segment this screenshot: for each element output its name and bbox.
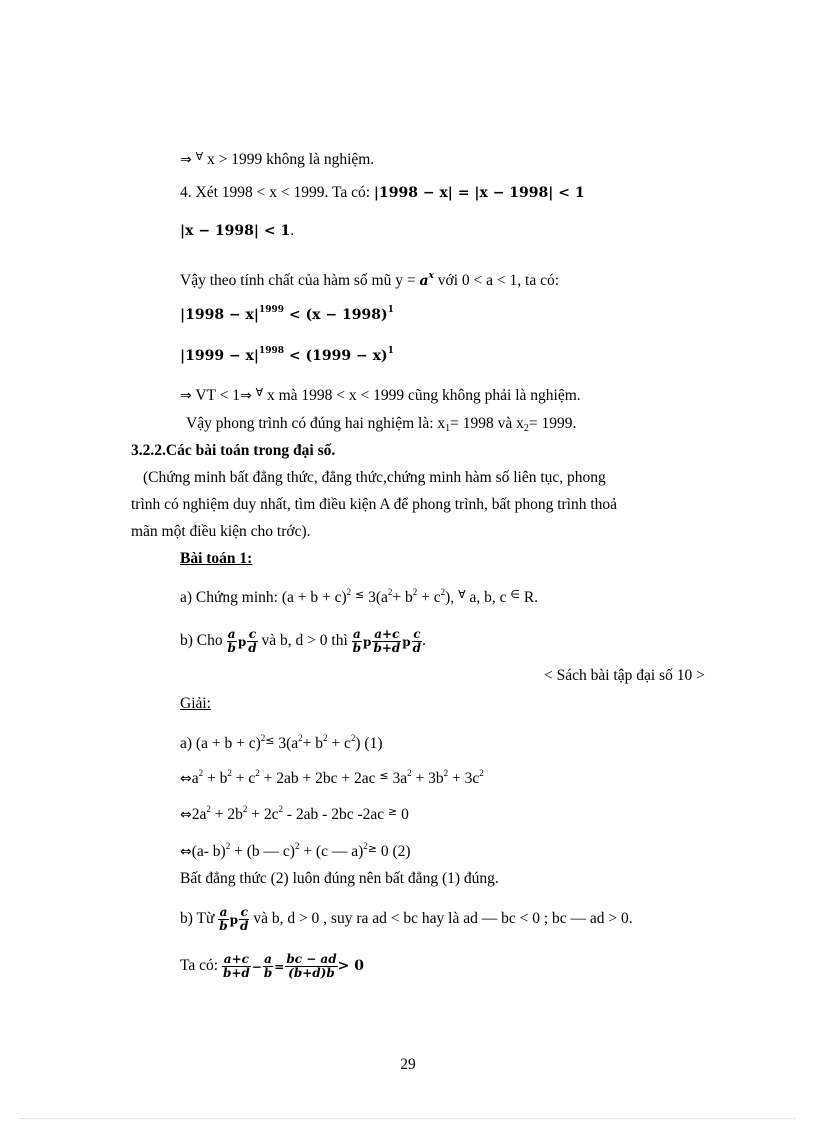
page-border xyxy=(20,1118,796,1119)
fraction: $\frac{c}{d}$ xyxy=(412,627,422,655)
implies-symbol: ⇒ xyxy=(180,152,192,168)
equation-ineq-1: $|1998 - x|^{1999} < (x - 1998)^1$ xyxy=(180,305,394,323)
solution-part-b-eq: Ta có: $\frac{a+c}{b+d}$ − $\frac{a}{b}$ = $\frac{bc - ad}{(b+d)b}$ > 0 xyxy=(180,952,364,980)
paragraph-line-2: trình có nghiệm duy nhất, tìm điều kiện A để phong trình, bất phong trình thoả xyxy=(131,496,618,513)
solution-step-4: ⇔(a- b)$^2$ + (b — c)$^2$ + (c — a)$^{2\ge}$ 0 (2) xyxy=(180,841,411,860)
page-number: 29 xyxy=(400,1056,416,1073)
solution-step-3: $\Leftrightarrow 2a^2 + 2b^2 + 2c^2 - 2ab - 2bc$ -2ac ≥ 0 xyxy=(180,804,409,823)
problem-title: Bài toán 1: xyxy=(180,550,253,567)
fraction: $\frac{a}{b}$ xyxy=(263,952,273,980)
fraction: $\frac{bc - ad}{(b+d)b}$ xyxy=(286,952,337,980)
source-reference: < Sách bài tập đại số 10 > xyxy=(544,667,705,684)
fraction: $\frac{a}{b}$ xyxy=(352,627,362,655)
fraction: $\frac{c}{d}$ xyxy=(248,627,257,655)
line-final-answer: Vậy phong trình có đúng hai nghiệm là: $x_1= 1998$ và $x_2= 1999$. xyxy=(186,415,577,434)
solution-part-b: b) Từ $\frac{a}{b}$ p $\frac{c}{d}$ và b, d > 0 , suy ra ad < bc hay là ad — bc < 0 ; bc — ad > 0. xyxy=(180,905,633,933)
equation-abs-2: |x − 1998| < 1 xyxy=(180,223,291,239)
line-case-4: 4. Xét 1998 < x < 1999. Ta có: |1998 − x| = |x − 1998| < 1 xyxy=(180,184,585,201)
paragraph-line-3: mãn một điều kiện cho trớc). xyxy=(131,523,311,540)
forall-symbol: ∀ xyxy=(195,150,204,163)
line-abs-ineq: |x − 1998| < 1. xyxy=(180,222,295,239)
fraction: $\frac{c}{d}$ xyxy=(240,905,249,933)
line-conclusion-2: ⇒ VT < 1⇒ ∀ x mà 1998 < x < 1999 cũng không phải là nghiệm. xyxy=(180,386,581,404)
fraction: $\frac{a+c}{b+d}$ xyxy=(373,627,401,655)
fraction: $\frac{a+c}{b+d}$ xyxy=(222,952,250,980)
section-heading: 3.2.2.Các bài toán trong đại số. xyxy=(131,442,336,459)
line-conclusion-1: ⇒ ∀ x > 1999 không là nghiệm. xyxy=(180,150,375,168)
solution-label: Giải: xyxy=(180,695,211,712)
problem-part-a: a) Chứng minh: $(a + b + c)^2$ ≤ $3(a^2+ b^2 + c^2)$, ∀ a, b, c ∈ R. xyxy=(180,587,539,606)
paragraph-line-1: (Chứng minh bất đẳng thức, đẳng thức,chứng minh hàm số liên tục, phong xyxy=(143,469,606,486)
fraction: $\frac{a}{b}$ xyxy=(227,627,236,655)
solution-step-1: a) $(a + b + c)^{2\le}$ $3(a^2+ b^2 + c^2)$ (1) xyxy=(180,733,383,752)
equation-ineq-2: $|1999 - x|^{1998} < (1999 - x)^1$ xyxy=(180,346,394,364)
line-exp-property: Vậy theo tính chất của hàm số mũ $y = a^x$ với 0 < a < 1, ta có: xyxy=(180,271,560,289)
equation-abs: |1998 − x| = |x − 1998| < 1 xyxy=(373,185,585,201)
solution-step-5: Bất đẳng thức (2) luôn đúng nên bất đẳng (1) đúng. xyxy=(180,870,499,887)
fraction: $\frac{a}{b}$ xyxy=(219,905,228,933)
problem-part-b: b) Cho $\frac{a}{b}$ p $\frac{c}{d}$ và b, d > 0 thì $\frac{a}{b}$ p $\frac{a+c}{b+d}$ p $\frac{c}{d}$ . xyxy=(180,627,426,655)
solution-step-2: $\Leftrightarrow a^2 + b^2 + c^2 + 2ab + 2bc + 2ac$ ≤ $3a^2 + 3b^2 + 3c^2$ xyxy=(180,768,484,787)
